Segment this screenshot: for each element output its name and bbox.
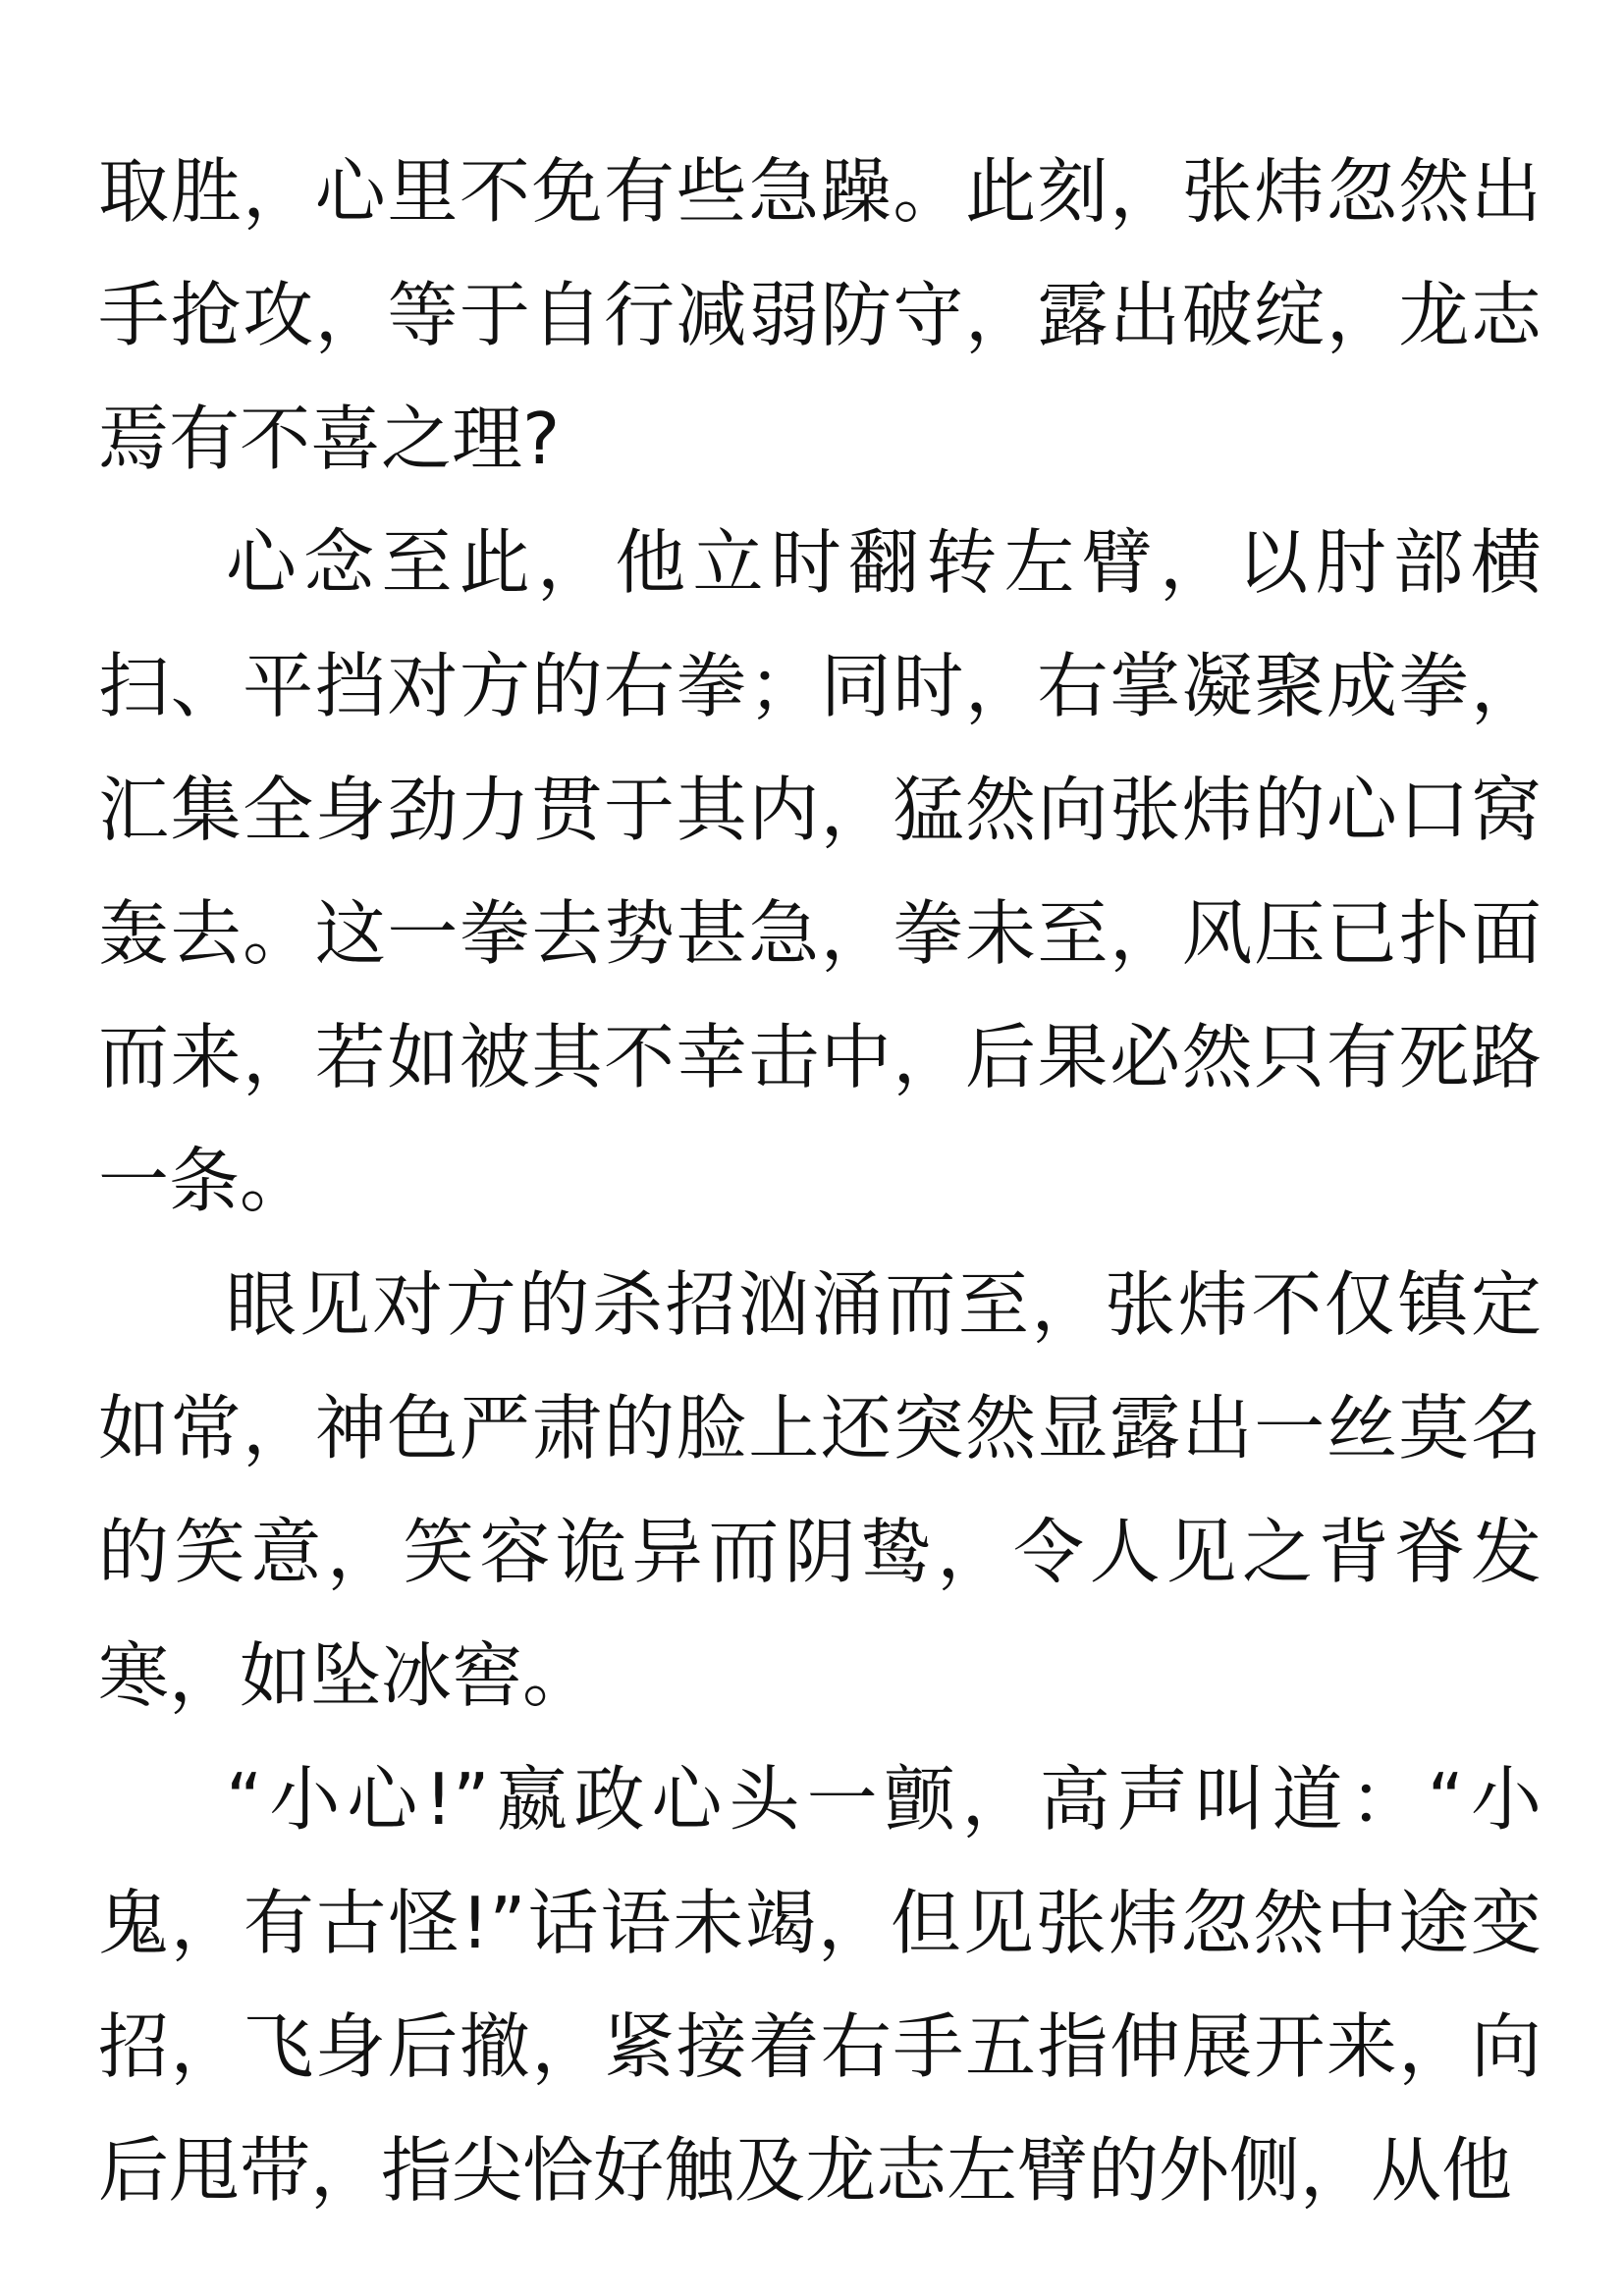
paragraph-3: 眼见对方的杀招汹涌而至，张炜不仅镇定如常，神色严肃的脸上还突然显露出一丝莫名的笑意，笑容诡异而阴鸷，令人见之背脊发寒，如坠冰窖。 [98, 1263, 1542, 1717]
paragraph-1: 取胜，心里不免有些急躁。此刻，张炜忽然出手抢攻，等于自行减弱防守，露出破绽，龙志焉有不喜之理? [98, 150, 1542, 480]
body-text [98, 130, 1542, 2232]
paragraph-4: “小心!”嬴政心头一颤，高声叫道：“小鬼，有古怪!”话语未竭，但见张炜忽然中途变招，飞身后撤，紧接着右手五指伸展开来，向后甩带，指尖恰好触及龙志左臂的外侧，从他 [98, 1758, 1542, 2212]
paragraph-2: 心念至此，他立时翻转左臂，以肘部横扫、平挡对方的右拳；同时，右掌凝聚成拳，汇集全身劲力贯于其内，猛然向张炜的心口窝轰去。这一拳去势甚急，拳未至，风压已扑面而来，若如被其不幸击中，后果必然只有死路一条。 [98, 521, 1542, 1222]
